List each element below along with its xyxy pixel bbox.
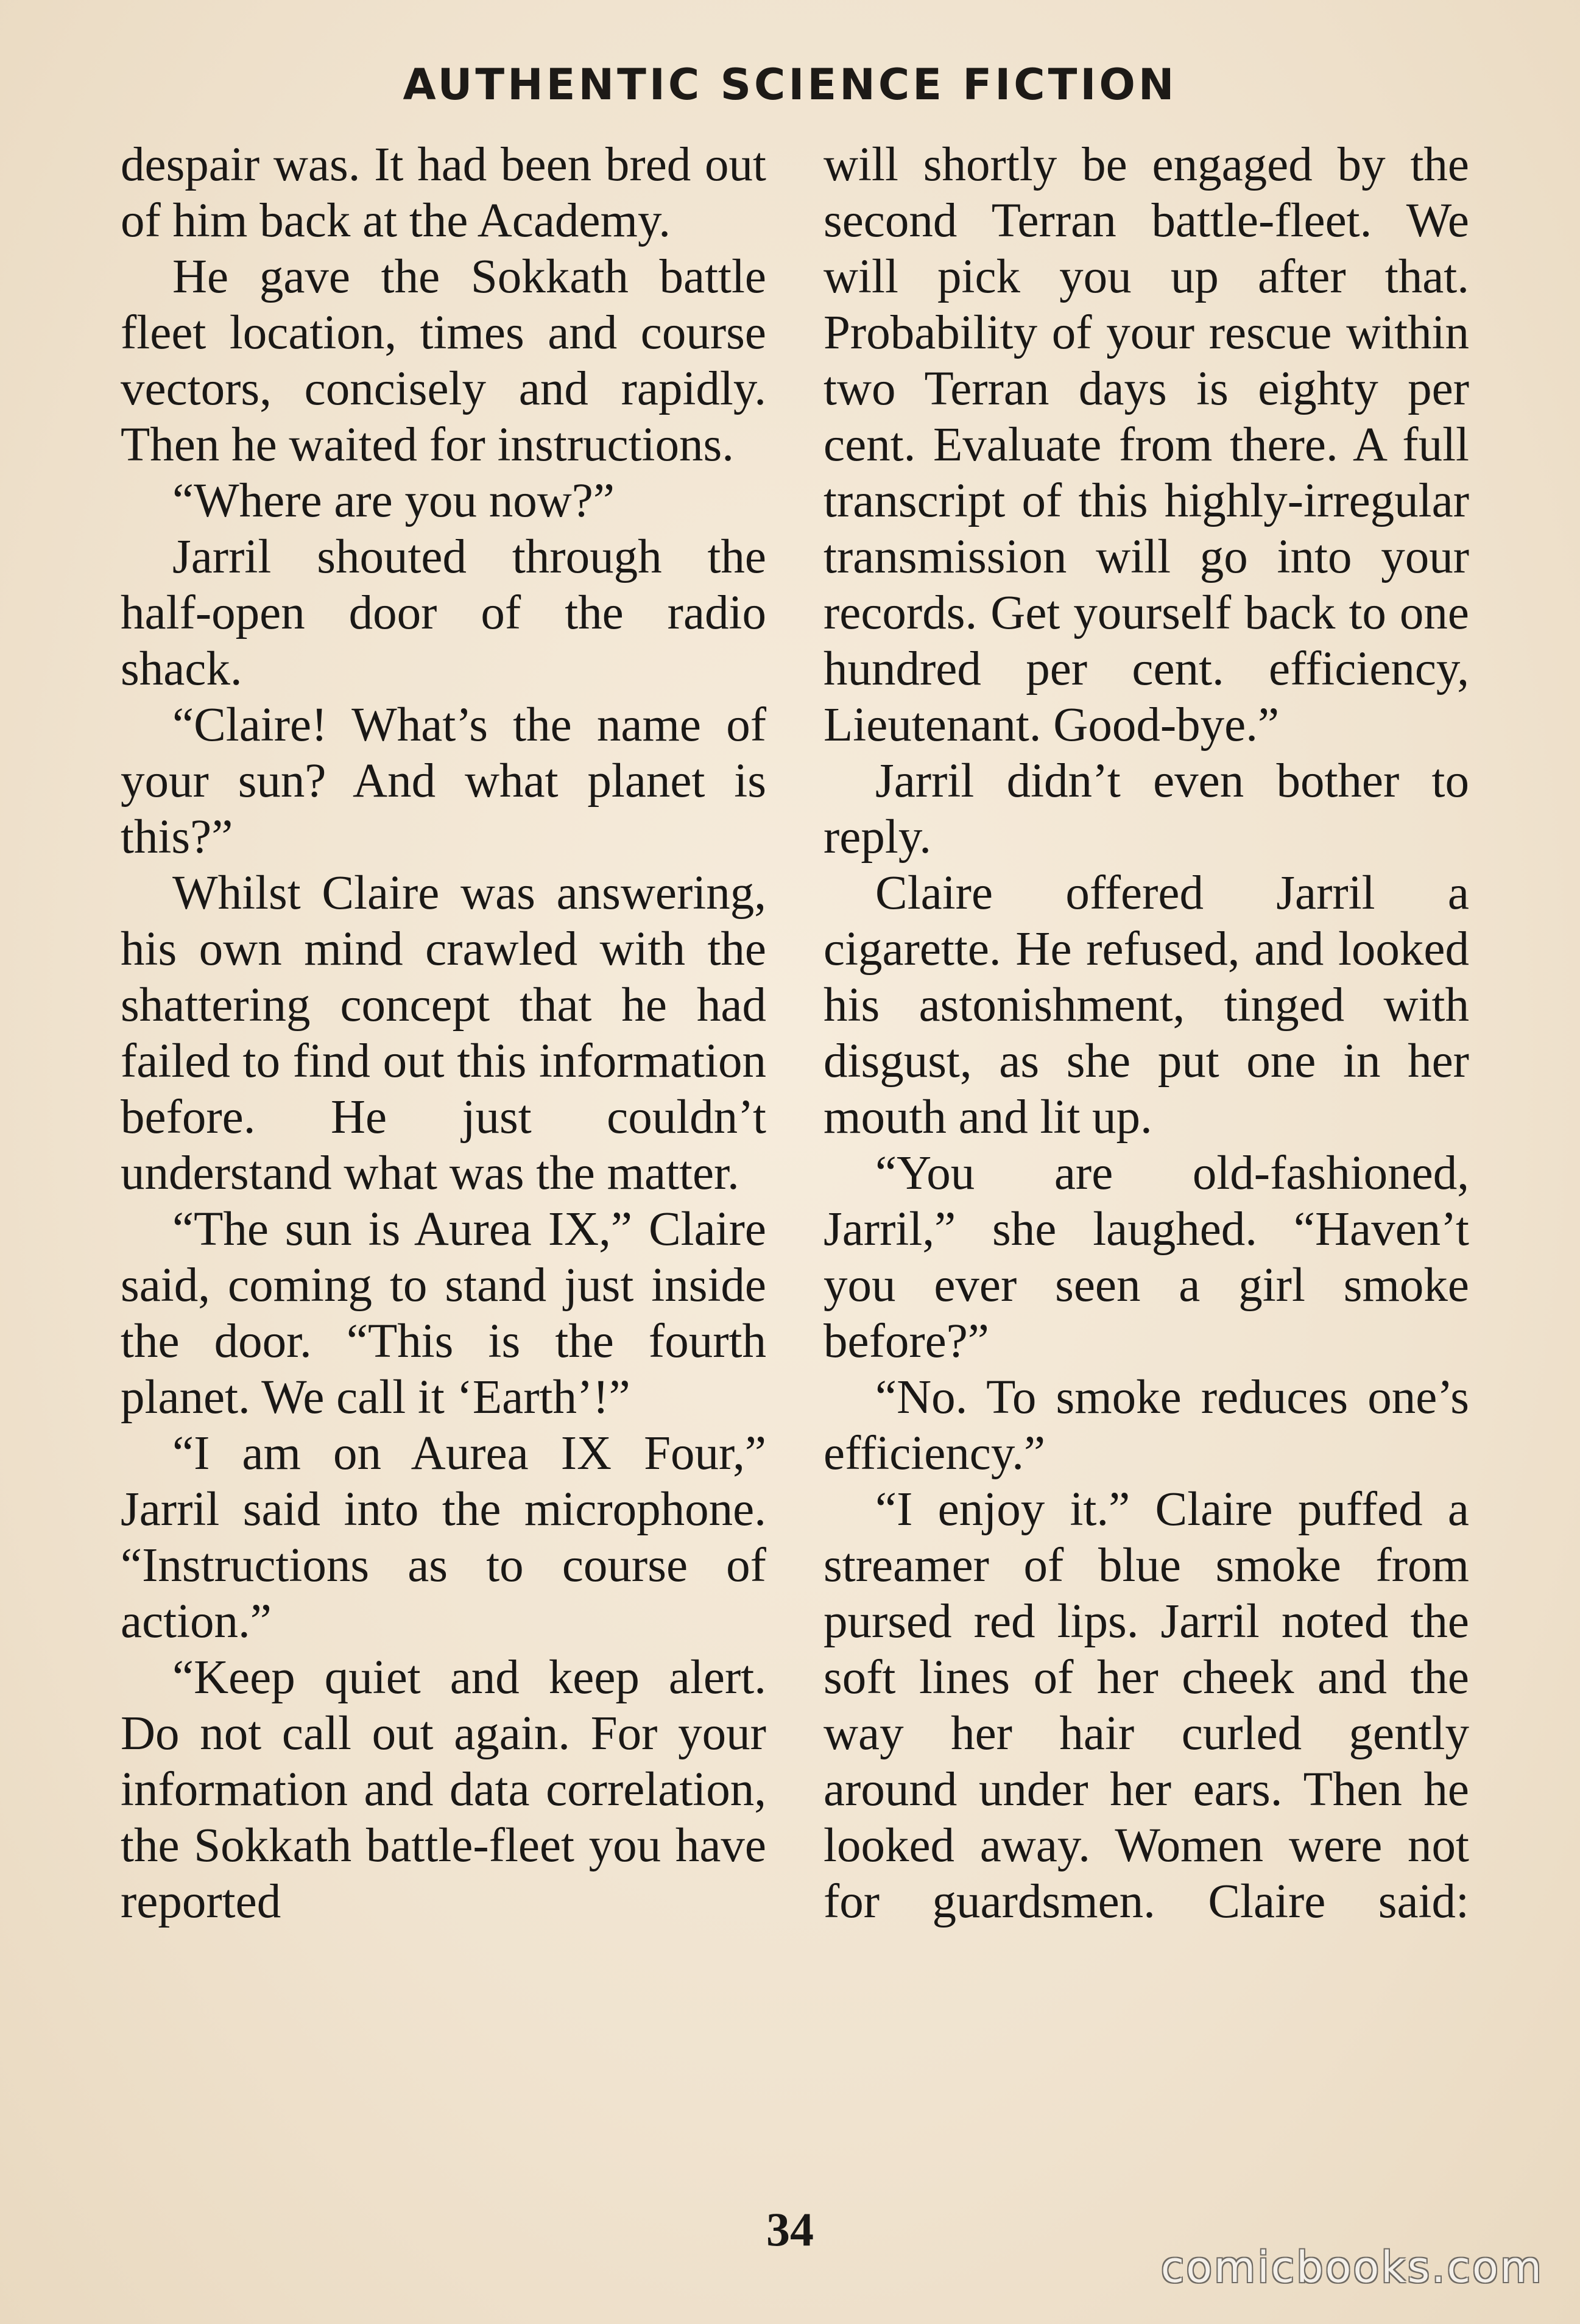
paragraph: “No. To smoke reduces one’s efficiency.” [824, 1371, 1469, 1480]
paragraph: He gave the Sokkath battle fleet location, times and course vectors, concisely and rapidly. Then he waited for instructions. [121, 250, 766, 471]
paragraph: “Keep quiet and keep alert. Do not call out again. For your information and data correlation, the Sokkath battle-fleet you have reported [121, 1651, 766, 1928]
paragraph: Jarril shouted through the half-open door of the radio shack. [121, 530, 766, 695]
paragraph: “The sun is Aurea IX,” Claire said, coming to stand just inside the door. “This is the fourth planet. We call it ‘Earth’!” [121, 1203, 766, 1424]
paragraph: Jarril didn’t even bother to reply. [824, 755, 1469, 864]
right-column [824, 137, 1469, 1930]
paragraph: “Claire! What’s the name of your sun? And what planet is this?” [121, 699, 766, 864]
paragraph: Claire offered Jarril a cigarette. He refused, and looked his astonishment, tinged with disgust, as she put one in her mouth and lit up. [824, 867, 1469, 1144]
paragraph: will shortly be engaged by the second Terran battle-fleet. We will pick you up after that. Probability of your rescue within two Terran days is eighty per cent. Evaluate from there. A full transcript of this highly-irregular transmission will go into your records. Get yourself back to one hundred per cent. efficiency, Lieutenant. Good-bye.” [824, 138, 1469, 752]
paragraph: “You are old-fashioned, Jarril,” she laughed. “Haven’t you ever seen a girl smoke before?” [824, 1147, 1469, 1368]
running-head: AUTHENTIC SCIENCE FICTION [403, 60, 1177, 110]
page-number: 34 [766, 2203, 814, 2256]
paragraph: despair was. It had been bred out of him back at the Academy. [121, 138, 766, 247]
watermark: comicbooks.com [1160, 2242, 1543, 2292]
paragraph: “I am on Aurea IX Four,” Jarril said into the microphone. “Instructions as to course of action.” [121, 1427, 766, 1648]
paragraph: “Where are you now?” [172, 474, 615, 527]
paragraph: “I enjoy it.” Claire puffed a streamer of blue smoke from pursed red lips. Jarril noted the soft lines of her cheek and the way her hair curled gently around under her ears. Then he looked away. Women were not for guardsmen. Claire said: [824, 1483, 1469, 1928]
paragraph: Whilst Claire was answering, his own mind crawled with the shattering concept that he had failed to find out this information before. He just couldn’t understand what was the matter. [121, 867, 766, 1200]
left-column [121, 137, 766, 1930]
